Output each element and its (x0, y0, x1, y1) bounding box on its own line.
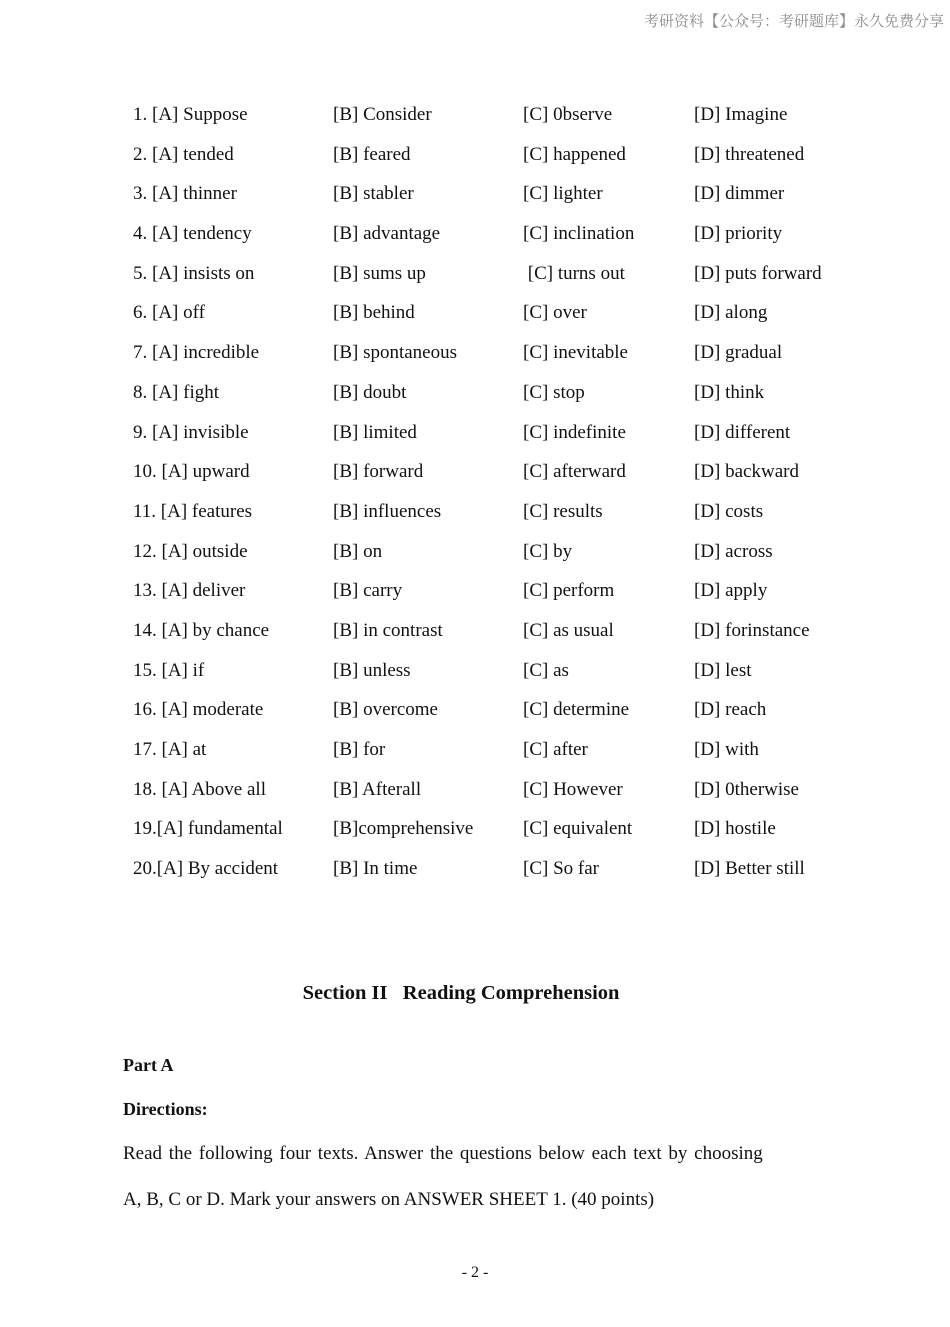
option-choice-a: 20.[A] By accident (133, 858, 279, 880)
option-choice-b: [B] doubt (333, 381, 407, 403)
option-choice-b: [B] carry (333, 580, 403, 602)
option-choice-a: 7. [A] incredible (133, 342, 260, 364)
option-choice-d: [D] dimmer (694, 183, 785, 205)
option-choice-b: [B] Afterall (333, 778, 422, 800)
option-row (0, 294, 950, 334)
option-row (0, 850, 950, 890)
option-choice-a: 6. [A] off (133, 302, 205, 324)
option-choice-b: [B] spontaneous (333, 342, 458, 364)
option-choice-d: [D] reach (694, 699, 767, 721)
option-row (0, 691, 950, 731)
option-choice-a: 2. [A] tended (133, 143, 234, 165)
option-choice-c: [C] inevitable (523, 342, 628, 364)
option-row (0, 374, 950, 414)
option-row (0, 652, 950, 692)
option-choice-b: [B] influences (333, 500, 442, 522)
option-choice-b: [B] advantage (333, 223, 441, 245)
option-choice-d: [D] across (694, 540, 773, 562)
option-choice-c: [C] results (523, 500, 603, 522)
options-list (0, 96, 950, 890)
option-choice-d: [D] hostile (694, 818, 776, 840)
option-choice-c: [C] as (523, 659, 569, 681)
option-choice-c: [C] So far (523, 858, 599, 880)
option-choice-b: [B] Consider (333, 104, 432, 125)
option-choice-a: 3. [A] thinner (133, 183, 237, 205)
option-choice-c: [C] as usual (523, 619, 614, 641)
option-choice-c: [C] after (523, 739, 588, 760)
option-choice-d: [D] forinstance (694, 619, 810, 641)
option-row (0, 175, 950, 215)
option-choice-a: 4. [A] tendency (133, 223, 252, 245)
option-choice-c: [C] happened (523, 143, 626, 165)
option-choice-d: [D] gradual (694, 342, 783, 364)
option-choice-c: [C] indefinite (523, 421, 626, 443)
option-choice-c: [C] turns out (523, 262, 625, 284)
option-choice-b: [B] In time (333, 858, 418, 880)
option-row (0, 96, 950, 136)
option-choice-d: [D] Better still (694, 858, 805, 880)
option-choice-d: [D] lest (694, 659, 752, 681)
option-choice-a: 1. [A] Suppose (133, 104, 248, 125)
option-choice-c: [C] inclination (523, 223, 635, 245)
option-choice-a: 15. [A] if (133, 659, 205, 681)
option-choice-c: [C] perform (523, 580, 615, 602)
directions-text-line2: A, B, C or D. Mark your answers on ANSWER SHEET 1. (40 points) (123, 1189, 655, 1210)
option-choice-c: [C] afterward (523, 461, 626, 483)
option-choice-d: [D] with (694, 739, 759, 760)
option-choice-b: [B]comprehensive (333, 818, 474, 840)
option-choice-d: [D] think (694, 381, 765, 403)
option-row (0, 215, 950, 255)
part-heading: Part A (123, 1055, 174, 1075)
option-choice-d: [D] threatened (694, 143, 805, 165)
option-row (0, 810, 950, 850)
option-choice-a: 10. [A] upward (133, 461, 250, 483)
option-choice-c: [C] by (523, 540, 573, 562)
option-choice-a: 5. [A] insists on (133, 262, 255, 284)
option-choice-c: [C] equivalent (523, 818, 633, 840)
section-title: Section II Reading Comprehension (302, 982, 620, 1004)
option-choice-d: [D] Imagine (694, 104, 788, 125)
option-row (0, 136, 950, 176)
page-number: - 2 - (461, 1264, 489, 1281)
directions-text-line1: Read the following four texts. Answer the questions below each text by choosing (123, 1143, 763, 1164)
option-choice-b: [B] overcome (333, 699, 438, 721)
option-row (0, 334, 950, 374)
option-choice-c: [C] However (523, 778, 623, 800)
option-choice-d: [D] priority (694, 223, 783, 245)
option-choice-b: [B] behind (333, 302, 415, 324)
option-choice-a: 18. [A] Above all (133, 778, 266, 800)
option-row (0, 255, 950, 295)
option-choice-a: 14. [A] by chance (133, 619, 270, 641)
option-choice-c: [C] over (523, 302, 587, 324)
option-choice-a: 19.[A] fundamental (133, 818, 283, 840)
option-choice-d: [D] along (694, 302, 768, 324)
option-choice-c: [C] 0bserve (523, 104, 613, 125)
option-choice-a: 13. [A] deliver (133, 580, 246, 602)
option-choice-d: [D] costs (694, 500, 764, 522)
option-row (0, 453, 950, 493)
option-row (0, 572, 950, 612)
option-choice-d: [D] different (694, 421, 791, 443)
option-row (0, 612, 950, 652)
option-choice-b: [B] limited (333, 421, 417, 443)
option-choice-c: [C] determine (523, 699, 630, 721)
option-choice-d: [D] apply (694, 580, 768, 602)
option-choice-a: 11. [A] features (133, 500, 253, 522)
option-row (0, 771, 950, 811)
option-choice-b: [B] unless (333, 659, 411, 681)
option-choice-d: [D] puts forward (694, 262, 822, 284)
option-choice-b: [B] on (333, 540, 383, 562)
option-choice-a: 12. [A] outside (133, 540, 248, 562)
option-row (0, 414, 950, 454)
option-choice-a: 17. [A] at (133, 739, 207, 760)
option-choice-b: [B] in contrast (333, 619, 443, 641)
option-choice-b: [B] forward (333, 461, 424, 483)
watermark-text: 考研资料【公众号：考研题库】永久免费分享 (643, 12, 944, 30)
option-choice-d: [D] backward (694, 461, 799, 483)
option-row (0, 533, 950, 573)
option-choice-c: [C] lighter (523, 183, 603, 205)
option-choice-a: 9. [A] invisible (133, 421, 249, 443)
option-choice-a: 8. [A] fight (133, 381, 220, 403)
option-choice-a: 16. [A] moderate (133, 699, 264, 721)
option-choice-b: [B] sums up (333, 262, 426, 284)
option-choice-b: [B] stabler (333, 183, 414, 205)
option-choice-d: [D] 0therwise (694, 778, 799, 800)
directions-label: Directions: (123, 1099, 208, 1119)
option-row (0, 493, 950, 533)
option-choice-c: [C] stop (523, 381, 585, 403)
option-row (0, 731, 950, 771)
option-choice-b: [B] feared (333, 143, 411, 165)
option-choice-b: [B] for (333, 739, 386, 760)
